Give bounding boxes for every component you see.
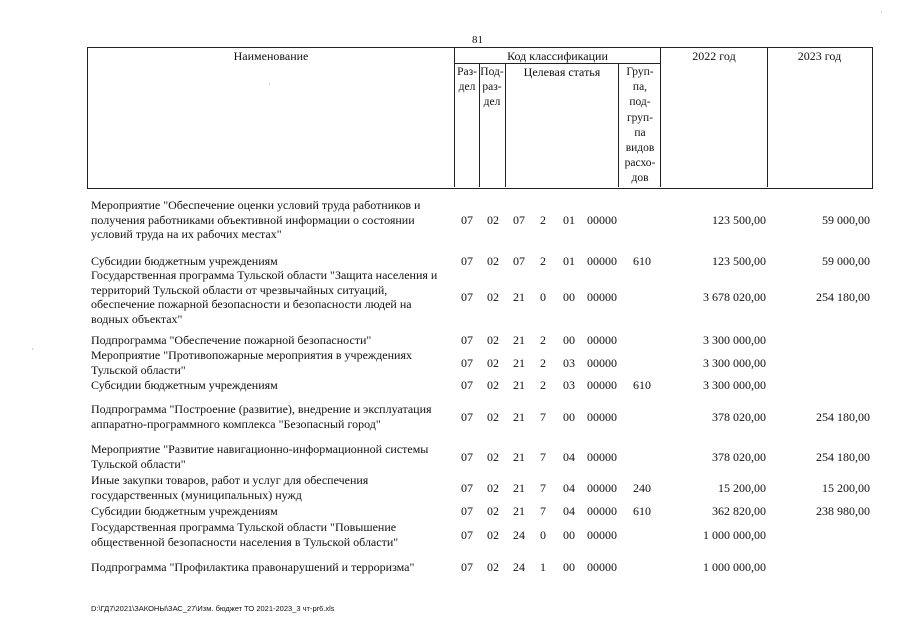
- row-name-line: государственных (муниципальных) нужд: [91, 487, 302, 502]
- header-2023: 2023 год: [797, 49, 842, 63]
- code-p: 02: [487, 449, 499, 464]
- code-c2: 2: [540, 355, 546, 370]
- amount-2022: 15 200,00: [718, 480, 766, 495]
- code-g: 240: [633, 480, 651, 495]
- code-c4: 00000: [587, 378, 617, 393]
- file-path-footer: D:\ГД7\2021\ЗАКОНЫ\ЗАС_27\Изм. бюджет ТО 2021-2023_3 чт-pr6.xls: [91, 604, 335, 613]
- code-c3: 01: [563, 212, 575, 227]
- code-r: 07: [461, 480, 473, 495]
- row-name: [91, 520, 451, 549]
- code-c4: 00000: [587, 212, 617, 227]
- row-name: [91, 348, 451, 377]
- row-name: [91, 198, 451, 242]
- code-r: 07: [461, 254, 473, 269]
- row-name: [91, 473, 451, 502]
- code-c3: 00: [563, 560, 575, 575]
- header-expense-group: Груп- па, под- груп- па видов расхо- дов: [624, 66, 656, 185]
- code-p: 02: [487, 527, 499, 542]
- code-r: 07: [461, 290, 473, 304]
- code-r: 07: [461, 212, 473, 227]
- code-c4: 00000: [587, 254, 617, 269]
- amount-2023: 254 180,00: [816, 290, 870, 304]
- code-c1: 21: [513, 480, 525, 495]
- code-c3: 00: [563, 409, 575, 424]
- code-p: 02: [487, 333, 499, 348]
- row-name-line: условий труда на их рабочих местах": [91, 227, 282, 241]
- header-classification: Код классификации: [507, 49, 608, 63]
- amount-2023: 59 000,00: [822, 212, 870, 227]
- code-c4: 00000: [587, 449, 617, 464]
- code-c3: 00: [563, 290, 575, 304]
- row-name-line: общественной безопасности населения в Тульской области": [91, 534, 399, 549]
- code-r: 07: [461, 504, 473, 519]
- row-name-line: территорий Тульской области от чрезвычайных ситуаций,: [91, 282, 388, 297]
- code-c4: 00000: [587, 560, 617, 575]
- code-c4: 00000: [587, 355, 617, 370]
- code-c3: 01: [563, 254, 575, 269]
- code-c3: 04: [563, 504, 575, 519]
- code-c2: 1: [540, 560, 546, 575]
- amount-2023: 238 980,00: [816, 504, 870, 519]
- amount-2023: 254 180,00: [816, 449, 870, 464]
- code-p: 02: [487, 504, 499, 519]
- code-c2: 0: [540, 290, 546, 304]
- code-c1: 21: [513, 333, 525, 348]
- row-name-line: обеспечение пожарной безопасности и безопасности людей на: [91, 297, 412, 311]
- row-name-line: аппаратно-программного комплекса "Безопасный город": [91, 416, 381, 431]
- row-name: [91, 442, 451, 471]
- row-name-line: Подпрограмма "Профилактика правонарушений и терроризма": [91, 560, 415, 574]
- header-razdel: Раз- дел: [457, 66, 477, 94]
- row-name-line: Государственная программа Тульской области "Защита населения и: [91, 268, 438, 282]
- code-c2: 0: [540, 527, 546, 542]
- amount-2022: 378 020,00: [712, 449, 766, 464]
- code-c2: 7: [540, 480, 546, 495]
- row-name-line: Иные закупки товаров, работ и услуг для обеспечения: [91, 473, 369, 487]
- header-2022: 2022 год: [692, 49, 736, 63]
- code-c2: 2: [540, 212, 546, 227]
- code-c1: 21: [513, 290, 525, 304]
- code-p: 02: [487, 355, 499, 370]
- code-r: 07: [461, 560, 473, 575]
- code-c4: 00000: [587, 290, 617, 304]
- row-name-line: Подпрограмма "Построение (развитие), внедрение и эксплуатация: [91, 402, 432, 416]
- scan-mark: ·: [31, 345, 34, 354]
- code-c1: 07: [513, 254, 525, 269]
- row-name-line: Субсидии бюджетным учреждениям: [91, 254, 278, 268]
- code-c2: 7: [540, 409, 546, 424]
- code-c4: 00000: [587, 480, 617, 495]
- code-c2: 2: [540, 378, 546, 393]
- row-name: [91, 254, 451, 269]
- code-c3: 00: [563, 333, 575, 348]
- amount-2022: 1 000 000,00: [703, 527, 766, 542]
- amount-2023: 15 200,00: [822, 480, 870, 495]
- row-name: [91, 378, 451, 393]
- header-name: Наименование: [233, 49, 309, 63]
- code-c1: 07: [513, 212, 525, 227]
- code-c1: 21: [513, 504, 525, 519]
- code-p: 02: [487, 254, 499, 269]
- code-p: 02: [487, 212, 499, 227]
- code-g: 610: [633, 378, 651, 393]
- code-r: 07: [461, 355, 473, 370]
- page-number: 81: [472, 34, 483, 46]
- row-name-line: Субсидии бюджетным учреждениям: [91, 378, 278, 392]
- row-name: [91, 504, 451, 519]
- row-name: [91, 402, 451, 431]
- amount-2022: 3 300 000,00: [703, 333, 766, 348]
- amount-2022: 3 300 000,00: [703, 355, 766, 370]
- scan-mark: ·: [268, 80, 271, 89]
- header-target-item: Целевая статья: [523, 65, 601, 79]
- code-c3: 00: [563, 527, 575, 542]
- code-g: 610: [633, 254, 651, 269]
- code-g: 610: [633, 504, 651, 519]
- code-c4: 00000: [587, 409, 617, 424]
- row-name-line: Государственная программа Тульской области "Повышение: [91, 520, 397, 534]
- code-r: 07: [461, 449, 473, 464]
- row-name-line: Подпрограмма "Обеспечение пожарной безопасности": [91, 333, 372, 347]
- code-c1: 21: [513, 409, 525, 424]
- code-c1: 21: [513, 355, 525, 370]
- row-name: [91, 560, 451, 575]
- code-c1: 21: [513, 378, 525, 393]
- row-name: [91, 268, 451, 326]
- code-c1: 24: [513, 527, 525, 542]
- code-c4: 00000: [587, 527, 617, 542]
- code-c2: 2: [540, 333, 546, 348]
- scan-mark: ·: [880, 8, 883, 17]
- row-name-line: Мероприятие "Противопожарные мероприятия в учреждениях: [91, 348, 412, 362]
- amount-2022: 123 500,00: [712, 254, 766, 269]
- row-name: [91, 333, 451, 348]
- code-c1: 24: [513, 560, 525, 575]
- amount-2023: 59 000,00: [822, 254, 870, 269]
- amount-2022: 362 820,00: [712, 504, 766, 519]
- row-name-line: Тульской области": [91, 362, 186, 377]
- amount-2022: 123 500,00: [712, 212, 766, 227]
- code-c4: 00000: [587, 333, 617, 348]
- code-r: 07: [461, 409, 473, 424]
- row-name-line: Тульской области": [91, 456, 186, 471]
- code-c3: 03: [563, 355, 575, 370]
- code-c3: 04: [563, 449, 575, 464]
- code-r: 07: [461, 378, 473, 393]
- code-c4: 00000: [587, 504, 617, 519]
- row-name-line: Мероприятие "Развитие навигационно-информационной системы: [91, 442, 429, 456]
- code-p: 02: [487, 560, 499, 575]
- row-name-line: Мероприятие "Обеспечение оценки условий труда работников и: [91, 198, 421, 212]
- code-r: 07: [461, 333, 473, 348]
- code-p: 02: [487, 290, 499, 304]
- row-name-line: получения работниками объективной информации о состоянии: [91, 212, 415, 227]
- header-podrazdel: Под- раз- дел: [480, 66, 504, 109]
- code-c3: 03: [563, 378, 575, 393]
- code-c2: 7: [540, 504, 546, 519]
- code-r: 07: [461, 527, 473, 542]
- code-c1: 21: [513, 449, 525, 464]
- row-name-line: водных объектах": [91, 311, 183, 326]
- amount-2022: 1 000 000,00: [703, 560, 766, 575]
- code-c3: 04: [563, 480, 575, 495]
- amount-2022: 378 020,00: [712, 409, 766, 424]
- code-p: 02: [487, 378, 499, 393]
- amount-2023: 254 180,00: [816, 409, 870, 424]
- code-p: 02: [487, 409, 499, 424]
- row-name-line: Субсидии бюджетным учреждениям: [91, 504, 278, 518]
- code-c2: 7: [540, 449, 546, 464]
- amount-2022: 3 678 020,00: [703, 290, 766, 304]
- amount-2022: 3 300 000,00: [703, 378, 766, 393]
- code-c2: 2: [540, 254, 546, 269]
- code-p: 02: [487, 480, 499, 495]
